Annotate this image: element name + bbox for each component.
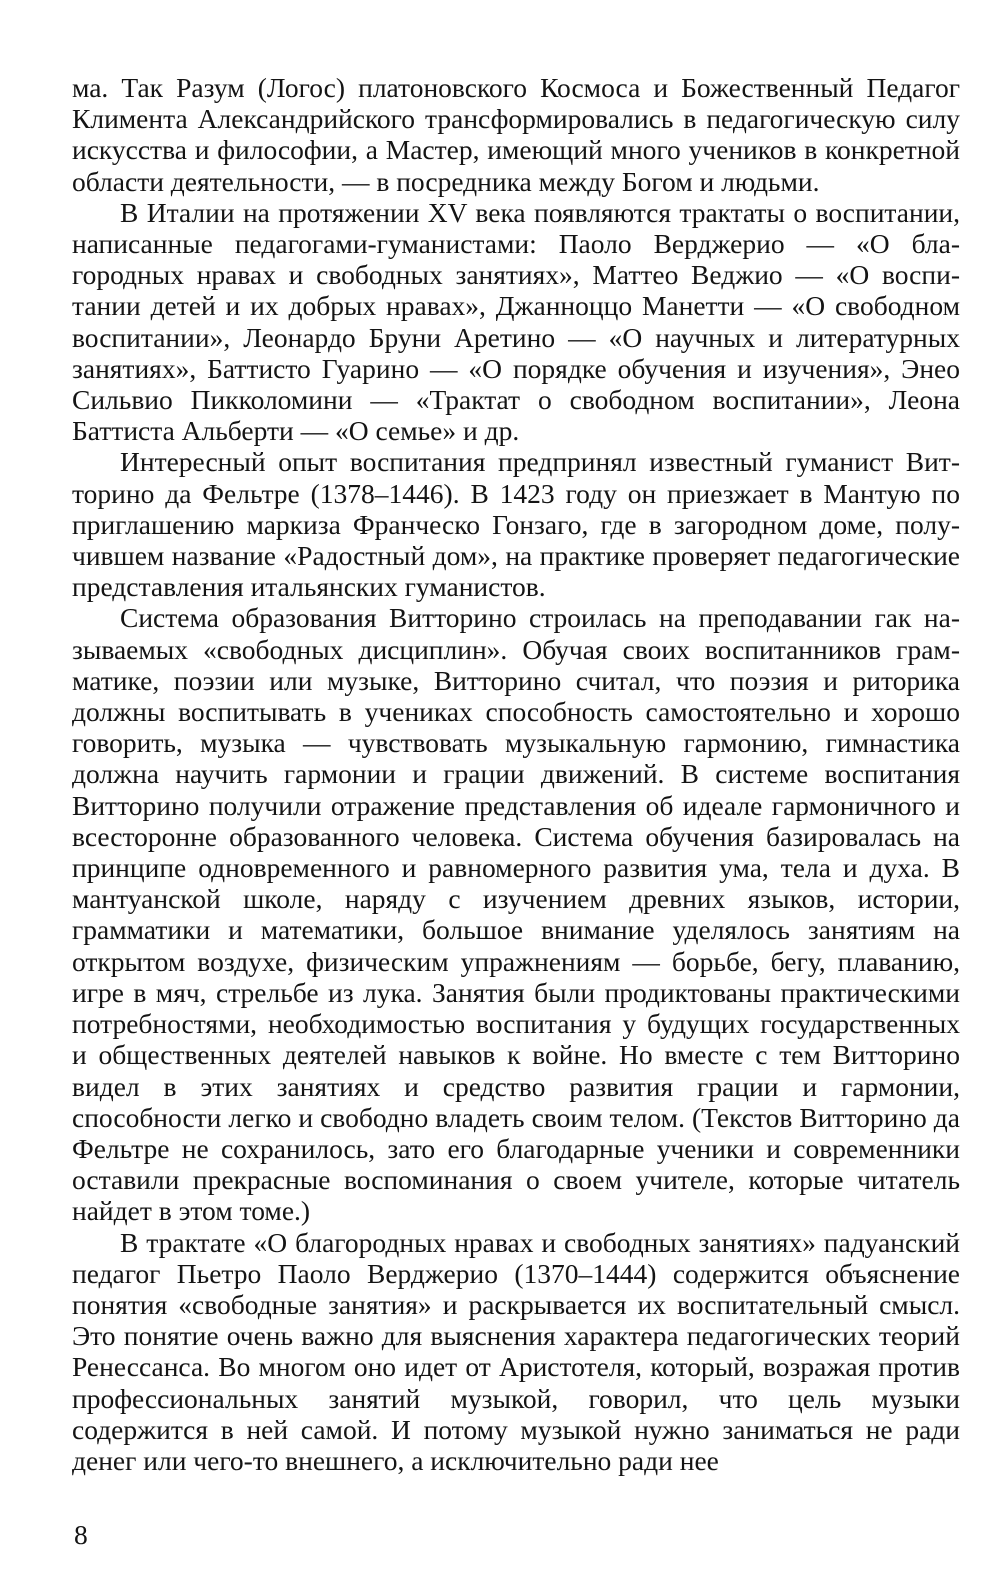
paragraph-continuation: ма. Так Разум (Логос) платоновского Космоса и Божественный Педагог Климента Александрийского трансформировались в педагогическую силу искусства и философии, а Мастер, имеющий много учеников в конкретной области деятельности, — в посредника между Богом и людьми.: [72, 72, 960, 197]
paragraph-vittorino-system: Система образования Витторино строилась на преподавании гак называемых «свободных дисциплин». Обучая своих воспитанников грамматике, поэзии или музыке, Витторино считал, что поэзия и риторика должны воспитывать в учениках способность самостоятельно и хорошо говорить, музыка — чувствовать музыкальную гармонию, гимнастика должна научить гармонии и грации движений. В системе воспитания Витторино получили отражение представления об идеале гармоничного и всесторонне образованного человека. Система обучения базировалась на принципе одновременного и равномерного развития ума, тела и духа. В мантуанской школе, наряду с изучением древних языков, истории, грамматики и математики, большое внимание уделялось занятиям на открытом воздухе, физическим упражнениям — борьбе, бегу, плаванию, игре в мяч, стрельбе из лука. Занятия были продиктованы практическими потребностями, необходимостью воспитания у будущих государственных и общественных деятелей навыков к войне. Но вместе с тем Витторино видел в этих занятиях и средство развития грации и гармонии, способности легко и свободно владеть своим телом. (Текстов Витторино да Фельтре не сохранилось, зато его благодарные ученики и современники оставили прекрасные воспоминания о своем учителе, которые читатель найдет в этом томе.): [72, 602, 960, 1227]
page-text: [72, 72, 960, 1476]
paragraph-vergerio-treatise: В трактате «О благородных нравах и свободных занятиях» падуанский педагог Пьетро Паоло Верджерио (1370–1444) содержится объяснение понятия «свободные занятия» и раскрывается их воспитательный смысл. Это понятие очень важно для выяснения характера педагогических теорий Ренессанса. Во многом оно идет от Аристотеля, который, возражая против профессиональных занятий музыкой, говорил, что цель музыки содержится в ней самой. И потому музыкой нужно заниматься не ради денег или чего-то внешнего, а исключительно ради нее: [72, 1226, 960, 1476]
paragraph-vittorino-experience: Интересный опыт воспитания предпринял известный гуманист Витторино да Фельтре (1378–1446). В 1423 году он приезжает в Мантую по приглашению маркиза Франческо Гонзаго, где в загородном доме, получившем название «Радостный дом», на практике проверяет педагогические представления итальянских гуманистов.: [72, 446, 960, 603]
page-number: 8: [74, 1519, 88, 1550]
paragraph-italian-treatises: В Италии на протяжении XV века появляются трактаты о воспитании, написанные педагогами-гуманистами: Паоло Верджерио — «О благородных нравах и свободных занятиях», Маттео Веджио — «О воспитании детей и их добрых нравах», Джанноццо Манетти — «О свободном воспитании», Леонардо Бруни Аретино — «О научных и литературных занятиях», Баттисто Гуарино — «О порядке обучения и изучения», Энео Сильвио Пикколомини — «Трактат о свободном воспитании», Леона Баттиста Альберти — «О семье» и др.: [72, 196, 960, 447]
